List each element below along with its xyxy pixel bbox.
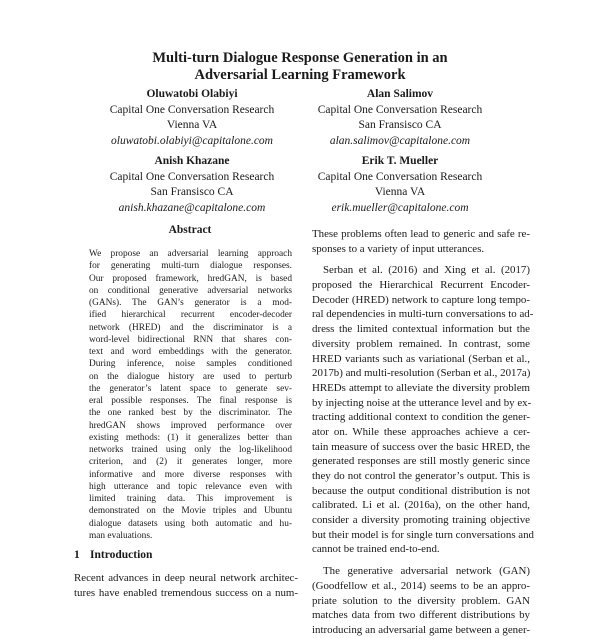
author-block-khazane [77,154,307,216]
text-line: Decoder (HRED) network to capture long tempo- [312,293,530,306]
text-line: (Goodfellow et al., 2014) seems to be an appro- [312,579,530,592]
text-line: informative and more diverse responses with [89,469,292,480]
text-line: These problems often lead to generic and safe re- [312,228,530,240]
text-line: dress the limited contextual information but the [312,323,530,336]
author-location: San Fransisco CA [150,186,234,198]
text-line: cannot be trained end-to-end. [312,543,440,556]
text-line: network (HRED) and the discriminator is a [89,322,292,333]
author-affiliation: Capital One Conversation Research [317,170,483,183]
text-line: 2017b) and multi-resolution (Serban et al., 2017a) [312,367,531,380]
paragraph-gap [312,256,530,263]
author-location: Vienna VA [166,119,218,131]
section-title: Introduction [90,549,153,561]
text-line: the one ranked best by the discriminator. The [89,408,292,419]
text-line: by injecting noise at the utterance level and by ex- [312,396,532,409]
text-line: Our proposed framework, hredGAN, is based [89,273,292,284]
text-line: matches data from two different distributions by [312,609,530,622]
text-line: man evaluations. [89,530,153,541]
text-line: on the dialogue history are used to perturb [89,371,292,382]
text-line: The generative adversarial network (GAN) [323,565,530,578]
abstract-body [89,248,292,542]
text-line: calibrated. Li et al. (2016a), on the other hand, [312,499,530,512]
text-line: introducing an adversarial game between a gener- [312,623,530,636]
introduction-body [74,571,298,600]
text-line: they do not control the generator’s output. This is [312,470,530,482]
text-line: priate solution to the diversity problem. GAN [312,594,530,607]
title-line-2: Adversarial Learning Framework [194,67,406,83]
text-line: because the output conditional distribution is not [312,484,530,497]
text-line: HRED variants such as variational (Serban et al., [312,352,530,365]
text-line: Serban et al. (2016) and Xing et al. (2017) [323,264,530,277]
author-email: erik.mueller@capitalone.com [331,201,469,214]
text-line: existing methods: (1) it generalizes better than [89,432,292,443]
text-line: tracting additional context to condition the gener- [312,411,530,424]
text-line: but their model is for single turn conversations and [312,528,535,541]
text-line: hredGAN shows improved performance over [89,420,292,431]
author-name: Alan Salimov [366,88,434,100]
author-block-mueller [285,154,515,216]
author-affiliation: Capital One Conversation Research [317,103,483,116]
author-affiliation: Capital One Conversation Research [109,103,275,116]
text-line: tain measure of success over the basic HRED, the [312,440,530,453]
author-location: San Fransisco CA [358,119,442,131]
author-location: Vienna VA [374,186,426,198]
paragraph-gap [312,557,530,564]
text-line: demonstrated on the Movie triples and Ubuntu [89,506,292,517]
author-name: Oluwatobi Olabiyi [146,88,238,100]
text-line: criterion, and (2) it generates longer, more [89,457,292,468]
text-line: limited training data. This improvement is [89,494,292,504]
text-line: diversity problem remained. In contrast, some [312,337,530,350]
paper-title [0,50,600,84]
text-line: high utterance and topic relevance even with [89,481,292,492]
text-line: for generating multi-turn dialogue responses. [89,261,292,272]
text-line: During inference, noise samples conditioned [89,359,292,370]
text-line: HREDs attempt to alleviate the diversity problem [312,381,530,394]
text-line: ator on. While these approaches achieve a cer- [312,425,530,438]
text-line: on conditional generative adversarial networks [89,285,292,296]
author-block-salimov [285,87,515,149]
text-line: sponses to a variety of input utterances. [312,242,485,255]
author-email: oluwatobi.olabiyi@capitalone.com [111,134,273,147]
text-line: word-level bidirectional RNN that shares con- [89,334,292,345]
text-line: the generator’s latent space to generate sev- [89,383,292,394]
right-column-body [312,227,535,638]
text-line: networks trained using only the log-likelihood [89,445,292,455]
text-line: proposed the Hierarchical Recurrent Encoder- [312,279,530,292]
text-line: ral dependencies in multi-turn conversations to ad- [312,308,534,321]
author-email: anish.khazane@capitalone.com [118,201,266,214]
author-affiliation: Capital One Conversation Research [109,170,275,183]
text-line: dialogue datasets using both automatic and hu- [89,518,292,529]
text-line: Recent advances in deep neural network architec- [74,572,298,584]
text-line: We propose an adversarial learning approach [89,249,292,259]
title-line-1: Multi-turn Dialogue Response Generation in an [152,50,448,66]
text-line: ified hierarchical recurrent encoder-decoder [89,310,292,321]
text-line: generated responses are still mostly generic since [312,455,530,468]
text-line: eral possible responses. The final response is [89,396,292,406]
text-line: consider a diversity promoting training objective [312,514,530,527]
section-heading-introduction [74,549,152,561]
section-number: 1 [74,549,80,561]
text-line: text and word embeddings with the generator. [89,347,292,357]
abstract-heading: Abstract [168,224,212,236]
author-name: Erik T. Mueller [361,155,439,167]
author-block-olabiyi [77,87,307,149]
author-name: Anish Khazane [154,155,230,167]
text-line: tures have enabled tremendous success on a num- [74,586,298,599]
text-line: (GANs). The GAN’s generator is a mod- [89,298,292,308]
author-email: alan.salimov@capitalone.com [329,134,471,147]
